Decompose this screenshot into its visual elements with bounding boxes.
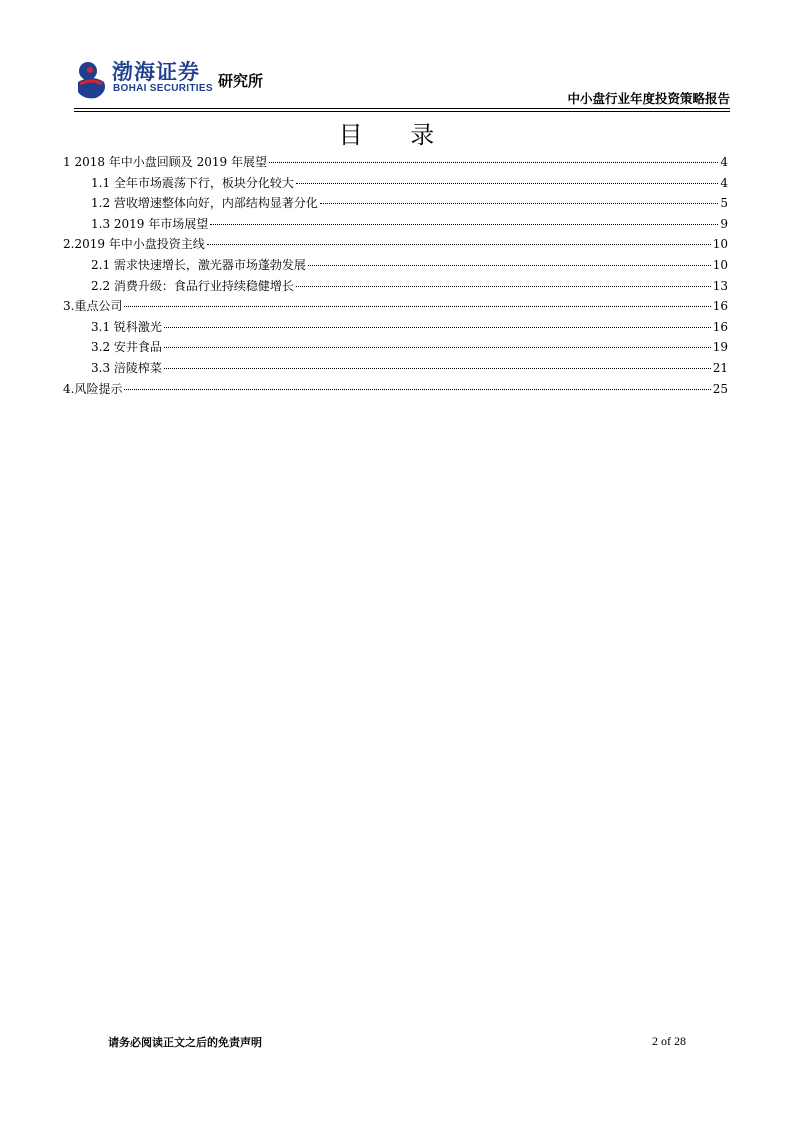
- toc-entry-label: 3.重点公司: [63, 299, 123, 314]
- toc-leader-dots: [124, 306, 710, 307]
- toc-leader-dots: [296, 286, 711, 287]
- toc-entry-page: 21: [712, 360, 728, 375]
- toc-entry-page: 10: [712, 257, 728, 272]
- toc-entry-label: 4.风险提示: [63, 381, 123, 396]
- toc-entry[interactable]: [63, 338, 728, 359]
- bohai-logo-icon: [74, 60, 110, 100]
- toc-entry-page: 25: [712, 381, 728, 396]
- brand-name-cn: 渤海证券: [112, 60, 200, 84]
- toc-leader-dots: [164, 347, 711, 348]
- report-title: 中小盘行业年度投资策略报告: [567, 91, 730, 106]
- toc-entry-label: 3.2 安井食品: [91, 340, 162, 355]
- toc-entry-label: 2.1 需求快速增长，激光器市场蓬勃发展: [91, 257, 306, 272]
- toc-entry[interactable]: [63, 318, 728, 339]
- toc-title: 目 录: [338, 121, 455, 149]
- toc-entry-label: 1.1 全年市场震荡下行，板块分化较大: [91, 175, 294, 190]
- toc-entry-label: 3.3 涪陵榨菜: [91, 360, 162, 375]
- toc-leader-dots: [207, 244, 711, 245]
- toc-entry[interactable]: [63, 153, 728, 174]
- toc-entry-label: 1.2 营收增速整体向好，内部结构显著分化: [91, 196, 318, 211]
- toc-entry[interactable]: [63, 297, 728, 318]
- toc-entry-page: 4: [720, 155, 728, 169]
- toc-entry-label: 3.1 锐科激光: [91, 319, 162, 334]
- toc-leader-dots: [164, 327, 711, 328]
- table-of-contents: [63, 153, 728, 400]
- toc-entry-page: 5: [720, 196, 728, 211]
- toc-entry-label: 2.2019 年中小盘投资主线: [63, 237, 205, 252]
- toc-entry-page: 19: [712, 340, 728, 355]
- toc-leader-dots: [124, 389, 710, 390]
- toc-entry-page: 4: [720, 175, 728, 190]
- toc-leader-dots: [210, 224, 718, 225]
- toc-leader-dots: [320, 203, 718, 204]
- toc-entry[interactable]: [63, 215, 728, 236]
- page-header: [74, 56, 730, 108]
- disclaimer-text: 请务必阅读正文之后的免责声明: [108, 1036, 262, 1049]
- toc-entry[interactable]: [63, 256, 728, 277]
- toc-leader-dots: [296, 183, 718, 184]
- toc-leader-dots: [269, 162, 718, 163]
- header-rule: [74, 108, 730, 109]
- brand-name-en: BOHAI SECURITIES: [113, 83, 213, 94]
- toc-entry[interactable]: [63, 277, 728, 298]
- toc-entry-label: 2.2 消费升级：食品行业持续稳健增长: [91, 278, 294, 293]
- toc-entry-page: 16: [712, 299, 728, 314]
- toc-entry-label: 1 2018 年中小盘回顾及 2019 年展望: [63, 155, 267, 169]
- header-rule-thin: [74, 111, 730, 112]
- toc-leader-dots: [308, 265, 711, 266]
- toc-entry[interactable]: [63, 380, 728, 401]
- toc-entry-page: 16: [712, 319, 728, 334]
- toc-entry-page: 13: [712, 278, 728, 293]
- toc-entry[interactable]: [63, 194, 728, 215]
- toc-entry-page: 9: [720, 216, 728, 231]
- toc-entry-page: 10: [712, 237, 728, 252]
- page-number: 2 of 28: [652, 1034, 686, 1048]
- toc-entry[interactable]: [63, 235, 728, 256]
- toc-entry[interactable]: [63, 174, 728, 195]
- toc-entry-label: 1.3 2019 年市场展望: [91, 216, 209, 231]
- institute-label: 研究所: [218, 72, 264, 90]
- toc-entry[interactable]: [63, 359, 728, 380]
- toc-leader-dots: [164, 368, 711, 369]
- page-footer: [108, 1034, 686, 1050]
